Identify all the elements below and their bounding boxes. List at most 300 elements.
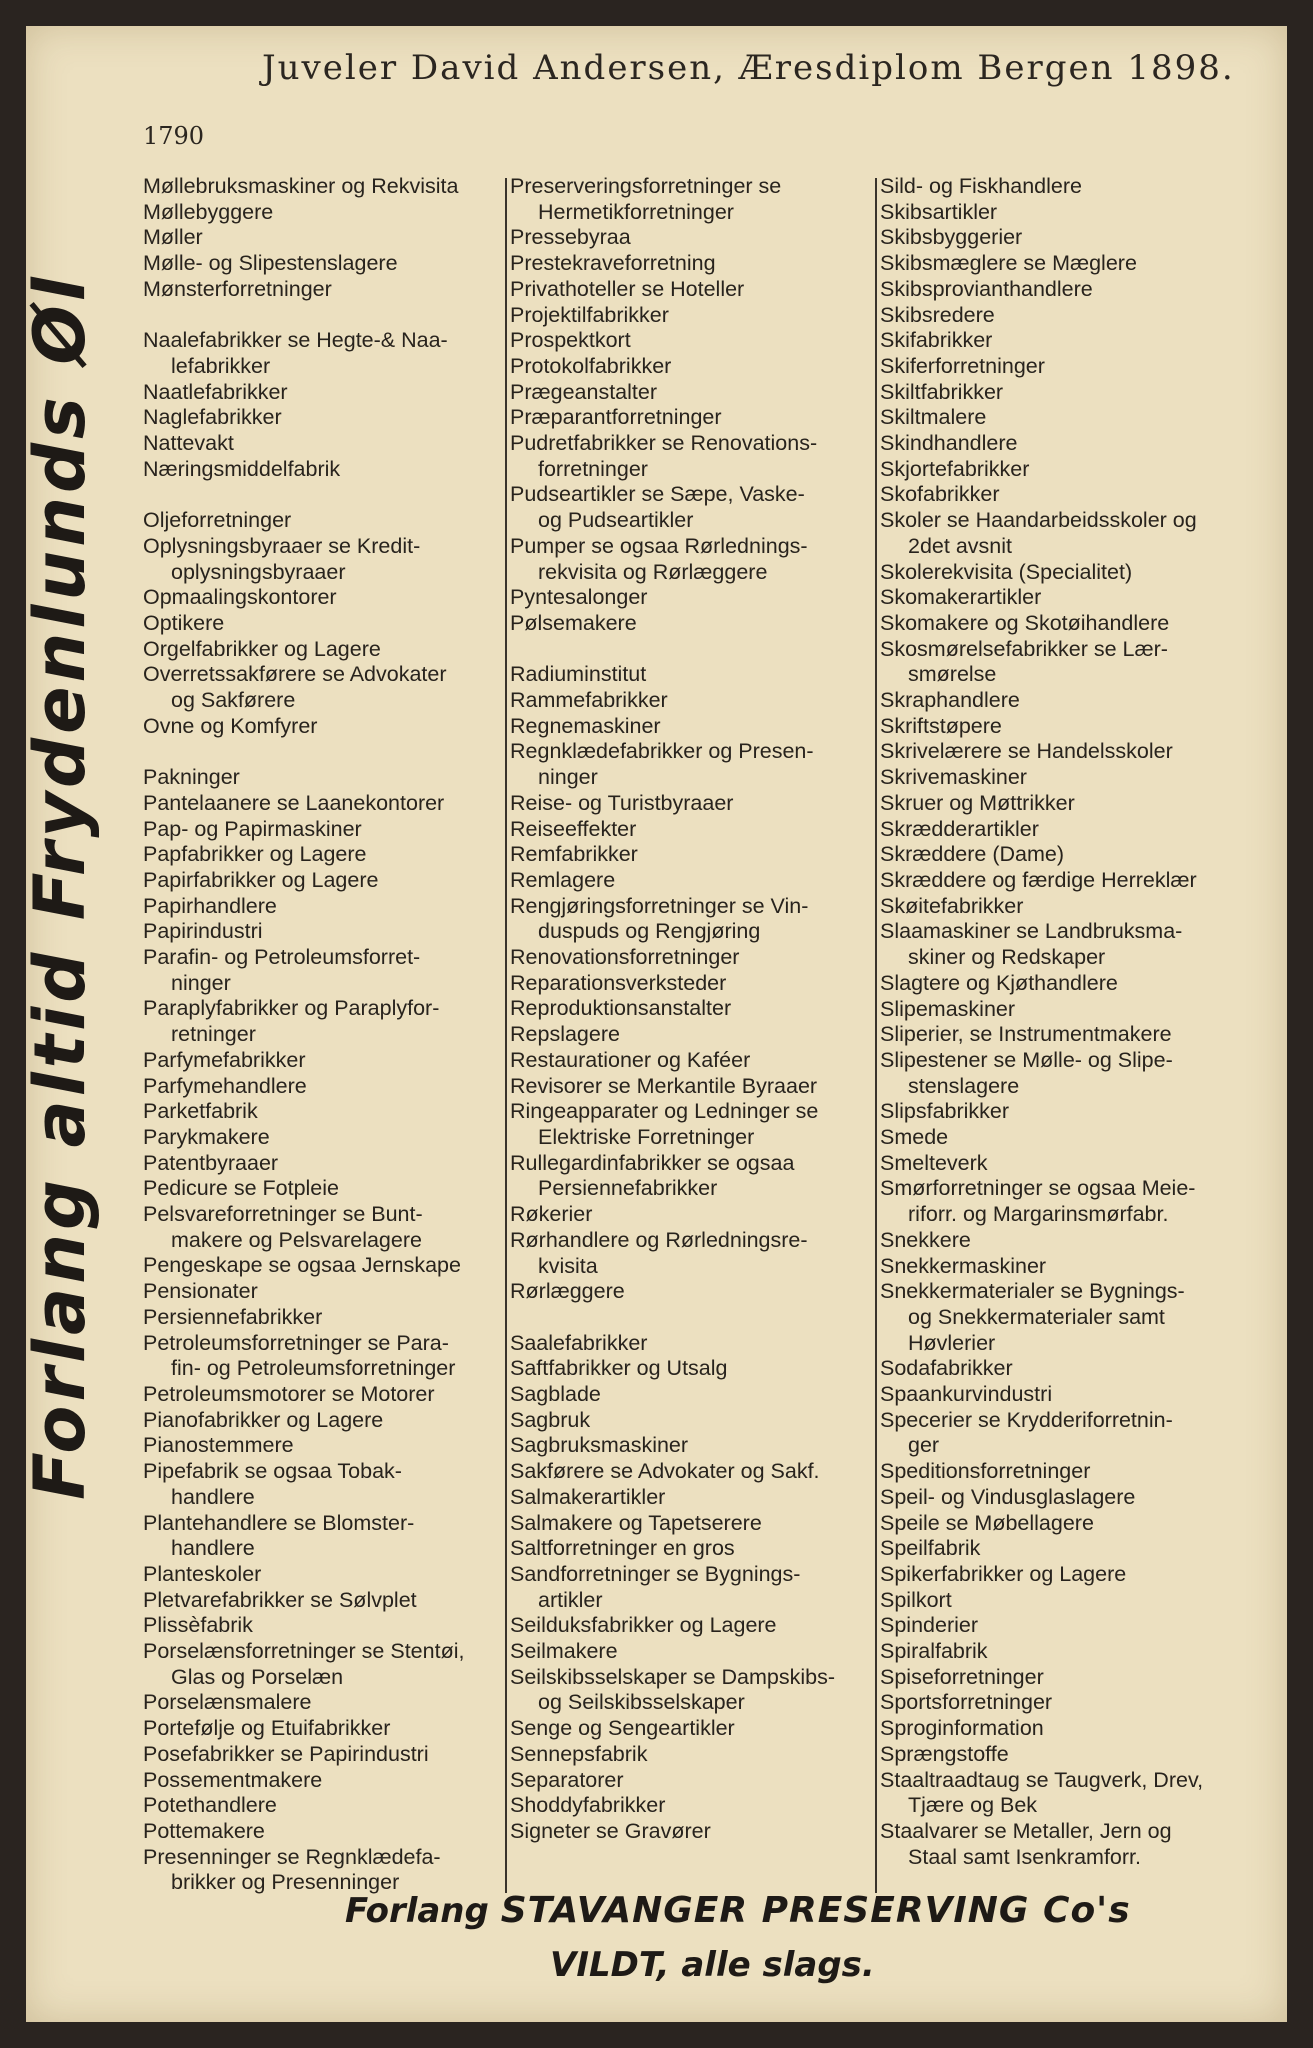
directory-entry: [880, 431, 1245, 457]
column-divider: [505, 178, 507, 1893]
entry-text: Portefølje og Etuifabrikker: [143, 1716, 391, 1741]
entry-text: Potethandlere: [143, 1793, 277, 1818]
footer-brand: STAVANGER PRESERVING Co's: [500, 1890, 1131, 1931]
entry-text: Spiralfabrik: [880, 1639, 988, 1664]
entry-text: Spinderier: [880, 1613, 978, 1638]
entry-text: Skræddere (Dame): [880, 842, 1064, 867]
directory-entry: [510, 1074, 875, 1100]
directory-entry: [143, 1279, 503, 1305]
directory-entry: [880, 200, 1245, 226]
side-advertisement: Forlang altid Frydenlunds Øl: [19, 273, 101, 1500]
directory-entry: [880, 508, 1245, 559]
entry-continuation: og Sakførere: [171, 688, 296, 713]
directory-entry: [880, 1562, 1245, 1588]
entry-text: Plissèfabrik: [143, 1613, 253, 1638]
entry-continuation: makere og Pelsvarelagere: [171, 1227, 422, 1252]
entry-text: Posefabrikker se Papirindustri: [143, 1741, 429, 1766]
entry-continuation: handlere: [171, 1536, 255, 1561]
directory-entry: [880, 1665, 1245, 1691]
entry-text: Rørlæggere: [510, 1279, 625, 1304]
entry-text: Orgelfabrikker og Lagere: [143, 636, 381, 661]
entry-text: Spilkort: [880, 1587, 952, 1612]
entry-text: Oplysningsbyraaer se Kredit-: [143, 533, 421, 558]
directory-entry: [880, 894, 1245, 920]
entry-text: Smede: [880, 1125, 949, 1150]
directory-entry: [880, 1485, 1245, 1511]
footer-prefix: Forlang: [345, 1891, 489, 1931]
directory-entry: [510, 1408, 875, 1434]
entry-continuation: Staal samt Isenkramforr.: [908, 1844, 1141, 1869]
directory-column-1: [143, 174, 503, 1896]
directory-entry: [510, 739, 875, 790]
directory-entry: [880, 1356, 1245, 1382]
directory-entry: [880, 1022, 1245, 1048]
entry-text: Oljeforretninger: [143, 508, 292, 533]
entry-text: Sakførere se Advokater og Sakf.: [510, 1459, 820, 1484]
directory-column-2: [510, 174, 875, 1845]
entry-text: Sproginformation: [880, 1716, 1044, 1741]
directory-entry: [510, 1613, 875, 1639]
entry-continuation: brikker og Presenninger: [171, 1870, 400, 1895]
directory-entry: [510, 534, 875, 585]
directory-entry: [143, 225, 503, 251]
directory-entry: [143, 1305, 503, 1331]
entry-text: Radiuminstitut: [510, 662, 647, 687]
directory-entry: [510, 174, 875, 225]
entry-text: Saftfabrikker og Utsalg: [510, 1356, 728, 1381]
entry-text: Pengeskape se ogsaa Jernskape: [143, 1253, 461, 1278]
directory-entry: [880, 1613, 1245, 1639]
directory-entry: [880, 328, 1245, 354]
directory-entry: [880, 688, 1245, 714]
directory-entry: [143, 1253, 503, 1279]
directory-entry: [880, 971, 1245, 997]
directory-entry: [143, 1048, 503, 1074]
entry-text: Møllebruksmaskiner og Rekvisita: [143, 174, 459, 198]
directory-entry: [143, 1125, 503, 1151]
entry-text: Ovne og Komfyrer: [143, 713, 318, 738]
entry-text: Pumper se ogsaa Rørlednings-: [510, 533, 808, 558]
directory-entry: [143, 765, 503, 791]
directory-entry: [880, 405, 1245, 431]
directory-entry: [143, 1099, 503, 1125]
entry-text: Possementmakere: [143, 1767, 323, 1792]
entry-continuation: Glas og Porselæn: [171, 1664, 344, 1689]
entry-text: Rullegardinfabrikker se ogsaa: [510, 1150, 795, 1175]
directory-entry: [143, 1151, 503, 1177]
entry-text: Speil- og Vindusglaslagere: [880, 1484, 1136, 1509]
entry-text: Regnemaskiner: [510, 713, 661, 738]
entry-text: Skibsmæglere se Mæglere: [880, 251, 1137, 276]
entry-text: Remfabrikker: [510, 842, 638, 867]
entry-text: Parketfabrik: [143, 1099, 258, 1124]
directory-entry: [143, 1511, 503, 1562]
directory-entry: [510, 277, 875, 303]
directory-entry: [510, 482, 875, 533]
entry-text: Parafin- og Petroleumsforret-: [143, 945, 421, 970]
directory-entry: [143, 1331, 503, 1382]
entry-text: Sportsforretninger: [880, 1690, 1053, 1715]
entry-text: Skrivemaskiner: [880, 765, 1027, 790]
entry-text: Næringsmiddelfabrik: [143, 456, 341, 481]
entry-text: Pantelaanere se Laanekontorer: [143, 790, 445, 815]
directory-entry: [880, 1099, 1245, 1125]
directory-entry: [880, 174, 1245, 200]
entry-text: Skibsprovianthandlere: [880, 276, 1093, 301]
directory-entry: [143, 508, 503, 534]
entry-text: Smelteverk: [880, 1150, 988, 1175]
entry-text: Sprængstoffe: [880, 1741, 1009, 1766]
entry-text: Skrivelærere se Handelsskoler: [880, 739, 1173, 764]
directory-entry: [143, 1845, 503, 1896]
directory-entry: [510, 1793, 875, 1819]
entry-text: Staaltraadtaug se Taugverk, Drev,: [880, 1767, 1204, 1792]
entry-text: Protokolfabrikker: [510, 353, 672, 378]
entry-text: Pyntesalonger: [510, 585, 648, 610]
entry-text: Seilskibsselskaper se Dampskibs-: [510, 1664, 835, 1689]
entry-text: Slagtere og Kjøthandlere: [880, 970, 1118, 995]
directory-entry: [880, 1639, 1245, 1665]
entry-text: Sagbruk: [510, 1407, 591, 1432]
directory-entry: [510, 251, 875, 277]
entry-text: Restaurationer og Kaféer: [510, 1047, 751, 1072]
entry-text: Spaankurvindustri: [880, 1382, 1053, 1407]
entry-text: Projektilfabrikker: [510, 302, 669, 327]
directory-entry: [880, 1768, 1245, 1819]
entry-text: Naglefabrikker: [143, 405, 282, 430]
directory-entry: [510, 1511, 875, 1537]
entry-continuation: og Snekkermaterialer samt Høvlerier: [908, 1304, 1165, 1355]
directory-entry: [880, 354, 1245, 380]
directory-entry: [880, 1511, 1245, 1537]
footer-product: VILDT,: [550, 1945, 670, 1985]
directory-entry: [510, 1562, 875, 1613]
directory-entry: [510, 303, 875, 329]
directory-entry: [143, 174, 503, 200]
entry-text: Pianostemmere: [143, 1433, 294, 1458]
entry-text: Snekkere: [880, 1227, 971, 1252]
directory-entry: [510, 662, 875, 688]
entry-text: Saltforretninger en gros: [510, 1536, 735, 1561]
entry-continuation: oplysningsbyraaer: [171, 559, 346, 584]
footer-suffix: alle slags.: [681, 1945, 875, 1985]
entry-text: Pressebyraa: [510, 225, 631, 250]
entry-text: Renovationsforretninger: [510, 945, 740, 970]
entry-continuation: stenslagere: [908, 1073, 1020, 1098]
entry-text: Reise- og Turistbyraaer: [510, 790, 734, 815]
entry-text: Patentbyraaer: [143, 1150, 279, 1175]
directory-entry: [880, 1716, 1245, 1742]
directory-entry: [143, 842, 503, 868]
entry-text: Smørforretninger se ogsaa Meie-: [880, 1176, 1196, 1201]
entry-continuation: duspuds og Rengjøring: [538, 919, 761, 944]
directory-entry: [510, 1202, 875, 1228]
entry-text: Skibsartikler: [880, 199, 998, 224]
entry-text: Planteskoler: [143, 1561, 262, 1586]
entry-text: Skifabrikker: [880, 328, 993, 353]
directory-entry: [143, 585, 503, 611]
entry-text: Salmakere og Tapetserere: [510, 1510, 762, 1535]
directory-entry: [880, 380, 1245, 406]
directory-entry: [143, 996, 503, 1047]
entry-continuation: riforr. og Margarinsmørfabr.: [908, 1202, 1169, 1227]
directory-entry: [510, 971, 875, 997]
entry-text: Skiferforretninger: [880, 353, 1045, 378]
directory-entry: [510, 405, 875, 431]
entry-text: Papirindustri: [143, 919, 263, 944]
entry-text: Skraphandlere: [880, 688, 1020, 713]
directory-entry: [143, 1588, 503, 1614]
entry-text: Pipefabrik se ogsaa Tobak-: [143, 1459, 402, 1484]
directory-entry: [510, 1665, 875, 1716]
directory-entry: [143, 1202, 503, 1253]
directory-entry: [143, 328, 503, 379]
entry-text: Presenninger se Regnklædefa-: [143, 1844, 441, 1869]
directory-entry: [143, 1613, 503, 1639]
directory-entry: [880, 225, 1245, 251]
entry-text: Møllebyggere: [143, 199, 274, 224]
directory-entry: [510, 1536, 875, 1562]
entry-text: Signeter se Gravører: [510, 1818, 711, 1843]
entry-text: Senge og Sengeartikler: [510, 1716, 735, 1741]
entry-continuation: handlere: [171, 1484, 255, 1509]
entry-text: Overretssakførere se Advokater: [143, 662, 447, 687]
entry-text: Reiseeffekter: [510, 816, 637, 841]
entry-text: Skomakere og Skotøihandlere: [880, 610, 1170, 635]
directory-entry: [510, 1048, 875, 1074]
entry-text: Preserveringsforretninger se: [510, 174, 782, 198]
entry-text: Sagblade: [510, 1382, 601, 1407]
directory-entry: [510, 1433, 875, 1459]
directory-entry: [143, 662, 503, 713]
entry-text: Pølsemakere: [510, 610, 637, 635]
entry-text: Separatorer: [510, 1767, 624, 1792]
entry-text: Parykmakere: [143, 1124, 270, 1149]
entry-text: Skræddere og færdige Herreklær: [880, 867, 1197, 892]
directory-entry: [880, 1588, 1245, 1614]
entry-text: Mølle- og Slipestenslagere: [143, 251, 398, 276]
directory-entry: [510, 1768, 875, 1794]
entry-text: Slipestener se Mølle- og Slipe-: [880, 1047, 1173, 1072]
entry-text: Prospektkort: [510, 328, 631, 353]
directory-entry: [510, 225, 875, 251]
directory-entry: [143, 1690, 503, 1716]
directory-entry: [510, 1022, 875, 1048]
entry-text: Pedicure se Fotpleie: [143, 1176, 339, 1201]
entry-text: Skiltmalere: [880, 405, 987, 430]
entry-text: Paraplyfabrikker og Paraplyfor-: [143, 996, 440, 1021]
entry-text: Opmaalingskontorer: [143, 585, 337, 610]
entry-text: Pottemakere: [143, 1818, 265, 1843]
directory-entry: [510, 791, 875, 817]
entry-continuation: og Pudseartikler: [538, 508, 694, 533]
directory-entry: [880, 1048, 1245, 1099]
entry-continuation: 2det avsnit: [908, 533, 1012, 558]
directory-entry: [143, 868, 503, 894]
directory-entry: [510, 688, 875, 714]
footer-advertisement-line2: [550, 1945, 950, 1985]
entry-text: Optikere: [143, 610, 225, 635]
directory-entry: [143, 1768, 503, 1794]
directory-entry: [880, 457, 1245, 483]
entry-text: Sandforretninger se Bygnings-: [510, 1561, 801, 1586]
directory-entry: [880, 997, 1245, 1023]
entry-text: Papirhandlere: [143, 893, 277, 918]
entry-text: Snekkermaskiner: [880, 1253, 1047, 1278]
directory-entry: [880, 714, 1245, 740]
entry-text: Prestekraveforretning: [510, 251, 716, 276]
directory-entry: [510, 842, 875, 868]
entry-text: Spiseforretninger: [880, 1664, 1044, 1689]
directory-entry: [143, 1408, 503, 1434]
entry-text: Spikerfabrikker og Lagere: [880, 1561, 1127, 1586]
directory-entry: [880, 482, 1245, 508]
directory-entry: [143, 405, 503, 431]
directory-entry: [143, 817, 503, 843]
page-header: Juveler David Andersen, Æresdiplom Bergen 1898.: [262, 48, 1235, 88]
directory-entry: [880, 765, 1245, 791]
directory-entry: [143, 894, 503, 920]
directory-entry: [510, 1742, 875, 1768]
directory-entry: [510, 945, 875, 971]
directory-entry: [143, 1716, 503, 1742]
entry-continuation: kvisita: [538, 1253, 598, 1278]
entry-text: Rørhandlere og Rørledningsre-: [510, 1227, 808, 1252]
footer-advertisement: [345, 1890, 1131, 1931]
entry-text: Parfymefabrikker: [143, 1047, 306, 1072]
entry-text: Skøitefabrikker: [880, 893, 1024, 918]
entry-text: Petroleumsmotorer se Motorer: [143, 1382, 435, 1406]
entry-text: Nattevakt: [143, 431, 234, 456]
entry-text: Skibsbyggerier: [880, 225, 1023, 250]
entry-text: Skosmørelsefabrikker se Lær-: [880, 636, 1168, 661]
entry-text: Regnklædefabrikker og Presen-: [510, 739, 814, 764]
entry-text: Snekkermaterialer se Bygnings-: [880, 1279, 1185, 1304]
directory-entry: [880, 637, 1245, 688]
entry-text: Slaamaskiner se Landbruksma-: [880, 919, 1183, 944]
directory-entry: [880, 1742, 1245, 1768]
directory-entry: [143, 611, 503, 637]
directory-entry: [143, 1433, 503, 1459]
directory-entry: [880, 1819, 1245, 1870]
entry-text: Pletvarefabrikker se Sølvplet: [143, 1587, 417, 1612]
directory-entry: [143, 1742, 503, 1768]
directory-entry: [510, 431, 875, 482]
directory-entry: [880, 919, 1245, 970]
entry-text: Speditionsforretninger: [880, 1459, 1091, 1484]
entry-text: Speile se Møbellagere: [880, 1510, 1094, 1535]
entry-text: Porselænsforretninger se Stentøi,: [143, 1639, 465, 1664]
entry-text: Plantehandlere se Blomster-: [143, 1510, 415, 1535]
entry-text: Pap- og Papirmaskiner: [143, 816, 362, 841]
entry-text: Staalvarer se Metaller, Jern og: [880, 1819, 1172, 1843]
directory-entry: [880, 251, 1245, 277]
entry-continuation: ger: [908, 1433, 940, 1458]
entry-continuation: artikler: [538, 1587, 603, 1612]
entry-text: Porselænsmalere: [143, 1690, 312, 1715]
entry-text: Skolerekvisita (Specialitet): [880, 559, 1133, 584]
directory-entry: [510, 1459, 875, 1485]
entry-text: Slipemaskiner: [880, 996, 1016, 1021]
entry-text: Salmakerartikler: [510, 1484, 666, 1509]
directory-entry: [880, 1151, 1245, 1177]
directory-entry: [510, 1639, 875, 1665]
directory-entry: [510, 328, 875, 354]
entry-text: Skruer og Møttrikker: [880, 790, 1075, 815]
entry-text: Pakninger: [143, 765, 240, 790]
entry-continuation: Elektriske Forretninger: [538, 1125, 755, 1149]
directory-entry: [510, 1485, 875, 1511]
directory-entry: [880, 1279, 1245, 1356]
entry-text: Petroleumsforretninger se Para-: [143, 1330, 449, 1355]
entry-text: Parfymehandlere: [143, 1073, 307, 1098]
directory-entry: [880, 277, 1245, 303]
directory-entry: [880, 560, 1245, 586]
entry-text: Shoddyfabrikker: [510, 1793, 666, 1818]
entry-continuation: og Seilskibsselskaper: [538, 1690, 745, 1715]
entry-text: Naatlefabrikker: [143, 379, 288, 404]
directory-entry: [143, 277, 503, 303]
directory-entry: [143, 1176, 503, 1202]
directory-entry: [143, 380, 503, 406]
directory-entry: [143, 945, 503, 996]
entry-text: Ringeapparater og Ledninger se: [510, 1099, 819, 1124]
directory-entry: [143, 200, 503, 226]
entry-text: Privathoteller se Hoteller: [510, 276, 745, 301]
directory-entry: [143, 1074, 503, 1100]
directory-entry: [880, 1382, 1245, 1408]
directory-entry: [510, 868, 875, 894]
entry-text: Pudseartikler se Sæpe, Vaske-: [510, 482, 805, 507]
entry-continuation: fin- og Petroleumsforretninger: [171, 1356, 456, 1381]
directory-entry: [510, 894, 875, 945]
directory-entry: [880, 1228, 1245, 1254]
directory-entry: [880, 1176, 1245, 1227]
entry-text: Reparationsverksteder: [510, 970, 727, 995]
directory-entry: [880, 1408, 1245, 1459]
directory-entry: [880, 791, 1245, 817]
directory-entry: [510, 1279, 875, 1305]
directory-entry: [510, 611, 875, 637]
entry-continuation: Persiennefabrikker: [538, 1176, 718, 1201]
entry-text: Slipsfabrikker: [880, 1099, 1010, 1124]
entry-text: Rengjøringsforretninger se Vin-: [510, 893, 809, 918]
entry-text: Naalefabrikker se Hegte-& Naa-: [143, 328, 448, 353]
entry-text: Reproduktionsanstalter: [510, 996, 732, 1021]
entry-text: Præparantforretninger: [510, 405, 722, 430]
column-divider: [875, 178, 877, 1893]
entry-continuation: ninger: [538, 765, 598, 790]
entry-text: Skriftstøpere: [880, 713, 1002, 738]
entry-text: Skiltfabrikker: [880, 379, 1004, 404]
entry-text: Skrædderartikler: [880, 816, 1039, 841]
directory-entry: [143, 1639, 503, 1690]
directory-entry: [143, 457, 503, 483]
directory-entry: [143, 534, 503, 585]
entry-text: Pudretfabrikker se Renovations-: [510, 431, 818, 456]
entry-text: Møller: [143, 225, 203, 250]
entry-text: Seilmakere: [510, 1639, 618, 1664]
entry-text: Speilfabrik: [880, 1536, 981, 1561]
entry-text: Papfabrikker og Lagere: [143, 842, 367, 867]
directory-entry: [143, 1382, 503, 1408]
directory-entry: [143, 637, 503, 663]
entry-text: Skjortefabrikker: [880, 456, 1030, 481]
directory-entry: [143, 1793, 503, 1819]
entry-continuation: rekvisita og Rørlæggere: [538, 559, 768, 584]
entry-text: Sodafabrikker: [880, 1356, 1013, 1381]
entry-continuation: lefabrikker: [171, 353, 271, 378]
